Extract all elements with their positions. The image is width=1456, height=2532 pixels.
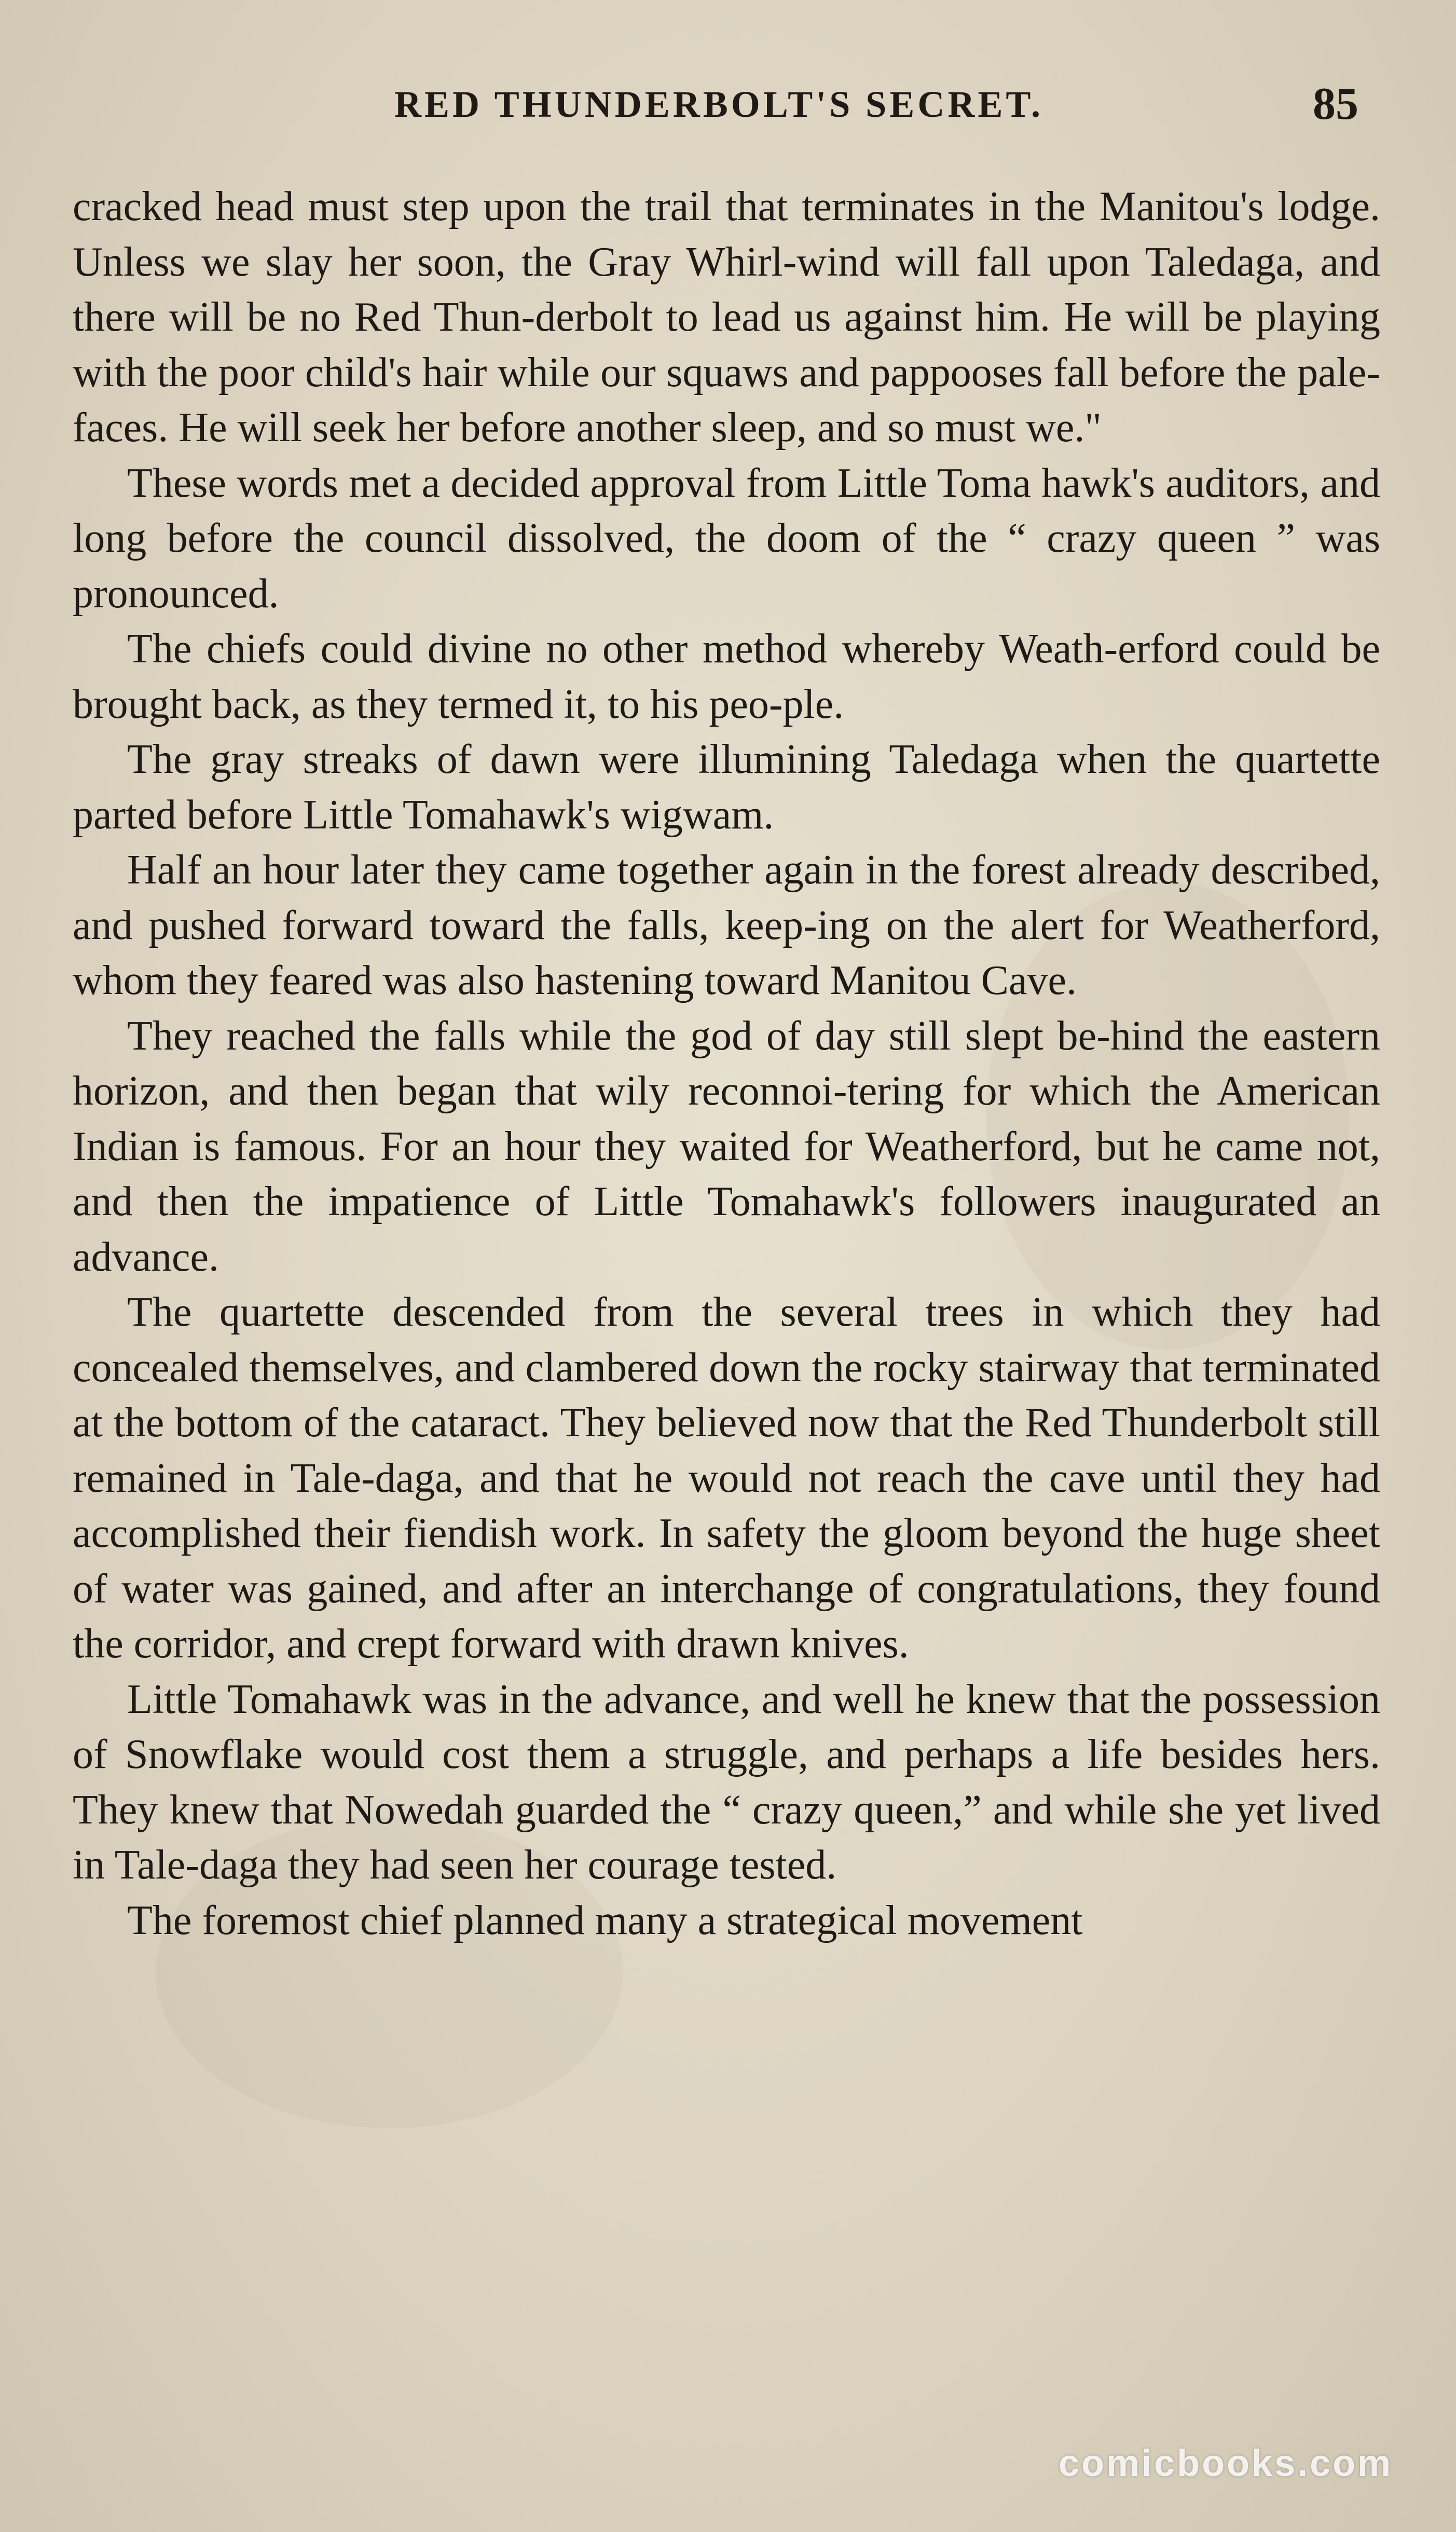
text-body: [73, 179, 1380, 1948]
paragraph: The gray streaks of dawn were illumining Taledaga when the quartette parted before Little Tomahawk's wigwam.: [73, 737, 1380, 838]
paragraph: Little Tomahawk was in the advance, and well he knew that the possession of Snowflake would cost them a struggle, and perhaps a life besides hers. They knew that Nowedah guarded the “ crazy queen,” and while she yet lived in Tale-daga they had seen her courage tested.: [73, 1676, 1380, 1888]
paragraph: cracked head must step upon the trail that terminates in the Manitou's lodge. Unless we slay her soon, the Gray Whirl-wind will fall upon Taledaga, and there will be no Red Thun-derbolt to lead us against him. He will be playing with the poor child's hair while our squaws and pappooses fall before the pale-faces. He will seek her before another sleep, and so must we.": [73, 184, 1380, 451]
paragraph: Half an hour later they came together again in the forest already described, and pushed forward toward the falls, keep-ing on the alert for Weatherford, whom they feared was also hastening toward Manitou Cave.: [73, 847, 1380, 1003]
watermark: comicbooks.com: [1059, 2443, 1393, 2484]
paragraph: The chiefs could divine no other method whereby Weath-erford could be brought back, as they termed it, to his peo-ple.: [73, 626, 1380, 727]
paragraph: The quartette descended from the several trees in which they had concealed themselves, and clambered down the rocky stairway that terminated at the bottom of the cataract. They believed now that the Red Thunderbolt still remained in Tale-daga, and that he would not reach the cave until they had accomplished their fiendish work. In safety the gloom beyond the huge sheet of water was gained, and after an interchange of congratulations, they found the corridor, and crept forward with drawn knives.: [73, 1289, 1380, 1667]
paragraph: The foremost chief planned many a strategical movement: [127, 1897, 1083, 1943]
paragraph: They reached the falls while the god of day still slept be-hind the eastern horizon, and then began that wily reconnoi-tering for which the American Indian is famous. For an hour they waited for Weatherford, but he came not, and then the impatience of Little Tomahawk's followers inaugurated an advance.: [73, 1013, 1380, 1280]
page-header: [0, 78, 1456, 140]
paragraph: These words met a decided approval from Little Toma hawk's auditors, and long before the council dissolved, the doom of the “ crazy queen ” was pronounced.: [73, 460, 1380, 617]
running-title: RED THUNDERBOLT'S SECRET.: [394, 84, 1044, 125]
page-number: 85: [1313, 79, 1358, 129]
